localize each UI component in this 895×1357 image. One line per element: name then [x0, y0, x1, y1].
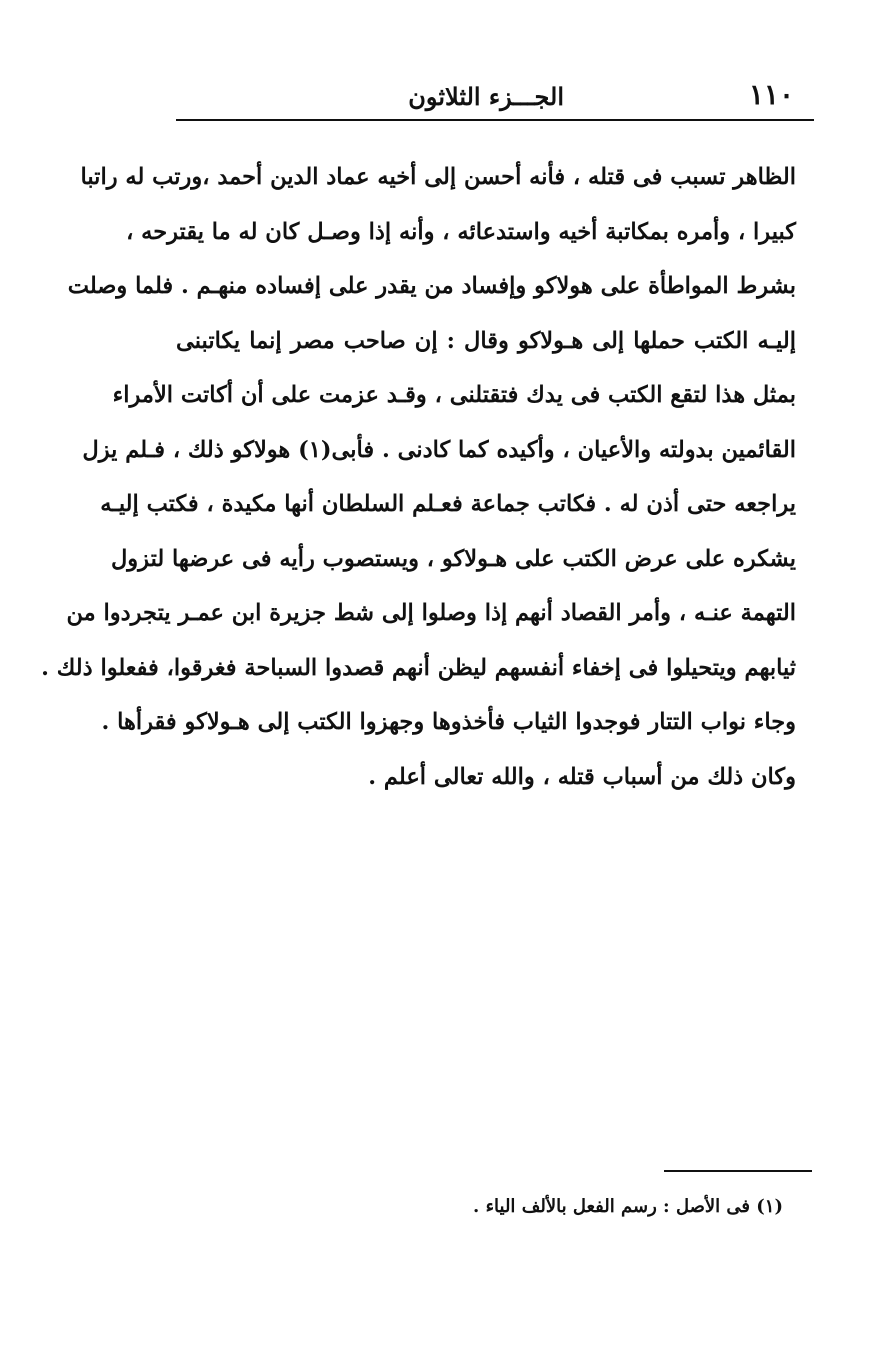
- text-line: بمثل هذا لتقع الكتب فى يدك فتقتلنى ، وقـد عزمت على أن أكاتت الأمراء: [112, 382, 796, 408]
- running-title: الجـــزء الثلاثون: [408, 82, 564, 111]
- text-line: القائمين بدولته والأعيان ، وأكيده كما كادنى . فأبى(١) هولاكو ذلك ، فـلم يزل: [82, 436, 796, 463]
- text-line: ثيابهم ويتحيلوا فى إخفاء أنفسهم ليظن أنهم قصدوا السباحة فغرقوا، ففعلوا ذلك .: [41, 654, 796, 681]
- page-number: ١١٠: [748, 78, 794, 111]
- text-line: كبيرا ، وأمره بمكاتبة أخيه واستدعائه ، وأنه إذا وصـل كان له ما يقترحه ،: [126, 218, 796, 245]
- text-line: التهمة عنـه ، وأمر القصاد أنهم إذا وصلوا إلى شط جزيرة ابن عمـر يتجردوا من: [66, 600, 796, 626]
- footnote: (١) فى الأصل : رسم الفعل بالألف الياء .: [473, 1196, 783, 1217]
- footnote-rule: [664, 1170, 812, 1172]
- text-line: يراجعه حتى أذن له . فكاتب جماعة فعـلم السلطان أنها مكيدة ، فكتب إليـه: [100, 491, 796, 517]
- text-line: وجاء نواب التتار فوجدوا الثياب فأخذوها وجهزوا الكتب إلى هـولاكو فقرأها .: [101, 709, 796, 735]
- header-rule: [176, 119, 814, 121]
- text-line: يشكره على عرض الكتب على هـولاكو ، ويستصوب رأيه فى عرضها لتزول: [110, 545, 796, 572]
- text-line: إليـه الكتب حملها إلى هـولاكو وقال : إن صاحب مصر إنما يكاتبنى: [176, 327, 796, 354]
- text-line: وكان ذلك من أسباب قتله ، والله تعالى أعلم .: [368, 763, 796, 790]
- body-text: [41, 150, 796, 804]
- text-line: الظاهر تسبب فى قتله ، فأنه أحسن إلى أخيه عماد الدين أحمد ،ورتب له راتبا: [80, 164, 796, 190]
- running-head: [176, 72, 814, 116]
- text-line: بشرط المواطأة على هولاكو وإفساد من يقدر على إفساده منهـم . فلما وصلت: [67, 273, 796, 299]
